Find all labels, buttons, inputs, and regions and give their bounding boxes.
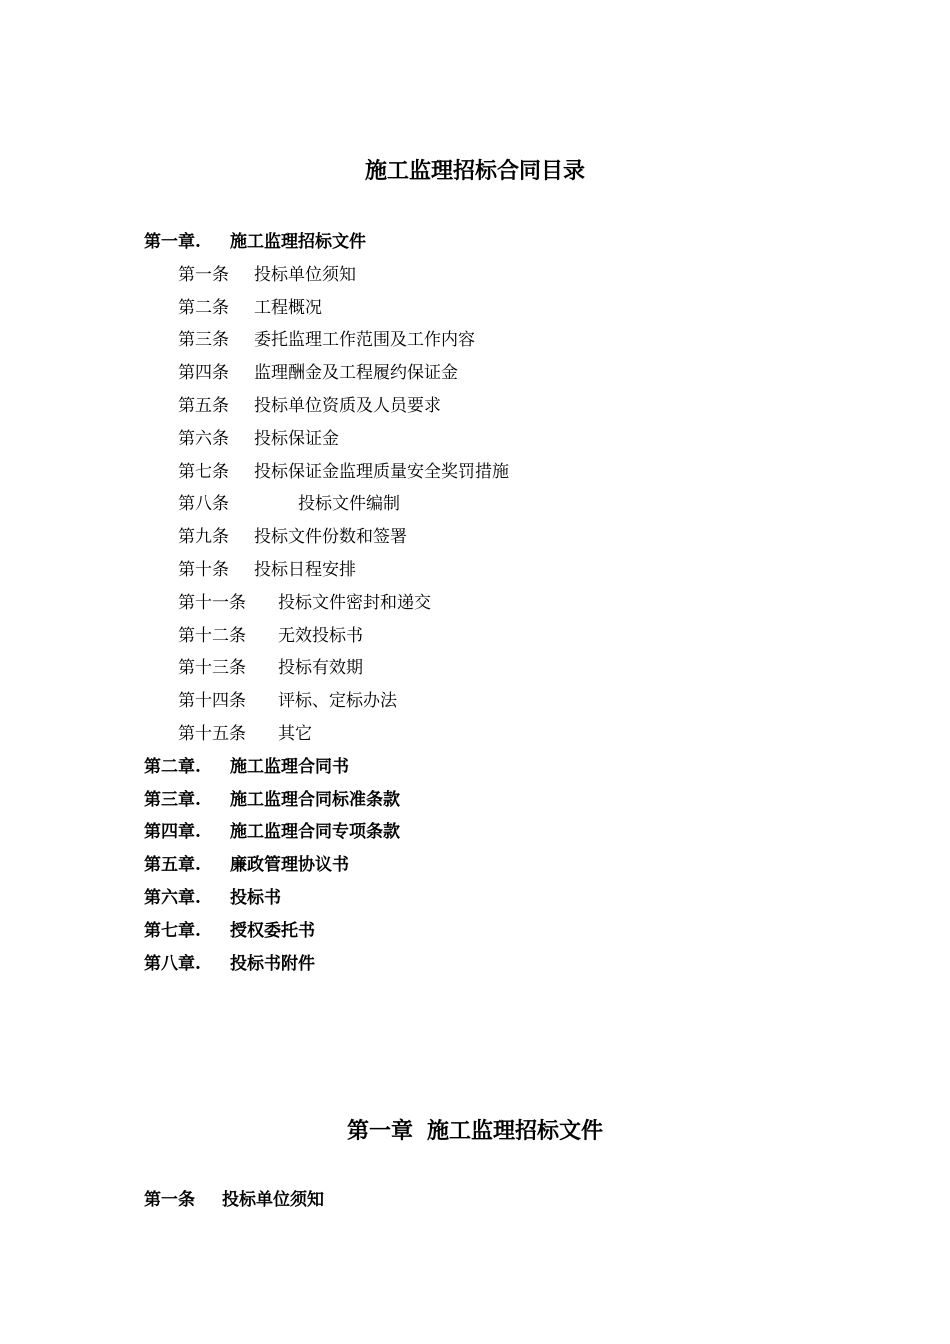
- toc-chapter-number: 第四章.: [144, 822, 201, 843]
- toc-chapter-6[interactable]: [144, 882, 844, 915]
- toc-article-title: 委托监理工作范围及工作内容: [254, 330, 475, 351]
- toc-article-number: 第四条: [178, 363, 229, 384]
- toc-chapter-number: 第三章.: [144, 789, 201, 810]
- toc-article-title: 投标保证金: [254, 428, 339, 449]
- toc-article-number: 第十条: [178, 559, 229, 580]
- chapter-heading-number: 第一章: [346, 1118, 413, 1144]
- chapter-heading-title: 施工监理招标文件: [427, 1118, 604, 1144]
- table-of-contents: [144, 226, 844, 980]
- toc-chapter-number: 第八章.: [144, 953, 201, 974]
- toc-article-14[interactable]: [144, 685, 844, 718]
- toc-article-number: 第八条: [178, 494, 229, 515]
- toc-chapter-3[interactable]: [144, 784, 844, 817]
- toc-chapter-number: 第七章.: [144, 920, 201, 941]
- toc-article-13[interactable]: [144, 652, 844, 685]
- toc-article-number: 第十四条: [178, 691, 246, 712]
- toc-chapter-title: 施工监理合同标准条款: [230, 789, 400, 810]
- toc-article-6[interactable]: [144, 423, 844, 456]
- toc-chapter-4[interactable]: [144, 816, 844, 849]
- toc-chapter-title: 施工监理招标文件: [230, 232, 366, 252]
- article-heading-number: 第一条: [144, 1190, 195, 1210]
- toc-article-number: 第十五条: [178, 723, 246, 744]
- toc-article-title: 无效投标书: [278, 625, 363, 646]
- toc-article-number: 第七条: [178, 461, 229, 482]
- toc-article-title: 投标文件密封和递交: [278, 592, 431, 613]
- toc-article-number: 第十二条: [178, 625, 246, 646]
- toc-chapter-title: 施工监理合同专项条款: [230, 822, 400, 843]
- toc-article-4[interactable]: [144, 357, 844, 390]
- toc-chapter-number: 第五章.: [144, 855, 201, 876]
- toc-chapter-title: 投标书附件: [230, 953, 315, 974]
- toc-chapter-7[interactable]: [144, 915, 844, 948]
- toc-chapter-8[interactable]: [144, 948, 844, 981]
- toc-chapter-2[interactable]: [144, 751, 844, 784]
- toc-article-number: 第十一条: [178, 592, 246, 613]
- toc-chapter-5[interactable]: [144, 849, 844, 882]
- toc-article-title: 监理酬金及工程履约保证金: [254, 363, 458, 384]
- toc-article-2[interactable]: [144, 292, 844, 325]
- toc-article-number: 第一条: [178, 264, 229, 285]
- toc-article-15[interactable]: [144, 718, 844, 751]
- toc-article-10[interactable]: [144, 554, 844, 587]
- toc-article-9[interactable]: [144, 521, 844, 554]
- toc-article-title: 投标有效期: [278, 658, 363, 679]
- toc-chapter-1[interactable]: [144, 226, 844, 259]
- toc-article-title: 工程概况: [254, 297, 322, 318]
- toc-article-5[interactable]: [144, 390, 844, 423]
- toc-article-7[interactable]: [144, 456, 844, 489]
- toc-article-number: 第二条: [178, 297, 229, 318]
- toc-article-number: 第六条: [178, 428, 229, 449]
- toc-article-1[interactable]: [144, 259, 844, 292]
- toc-article-title: 投标文件编制: [298, 494, 400, 515]
- toc-article-number: 第三条: [178, 330, 229, 351]
- toc-article-title: 投标单位资质及人员要求: [254, 395, 441, 416]
- toc-chapter-title: 授权委托书: [230, 920, 315, 941]
- article-heading-title: 投标单位须知: [222, 1190, 324, 1210]
- toc-article-11[interactable]: [144, 587, 844, 620]
- toc-article-number: 第十三条: [178, 658, 246, 679]
- toc-article-12[interactable]: [144, 620, 844, 653]
- toc-article-title: 投标保证金监理质量安全奖罚措施: [254, 461, 509, 482]
- toc-article-3[interactable]: [144, 324, 844, 357]
- toc-chapter-number: 第二章.: [144, 756, 201, 777]
- article-heading: [144, 1184, 324, 1216]
- toc-article-number: 第九条: [178, 527, 229, 548]
- toc-chapter-title: 投标书: [230, 887, 281, 908]
- toc-chapter-number: 第六章.: [144, 887, 201, 908]
- toc-chapter-title: 廉政管理协议书: [230, 855, 349, 876]
- toc-article-title: 投标日程安排: [254, 559, 356, 580]
- toc-article-title: 其它: [278, 723, 312, 744]
- toc-article-title: 投标文件份数和签署: [254, 527, 407, 548]
- toc-article-8[interactable]: [144, 488, 844, 521]
- toc-chapter-title: 施工监理合同书: [230, 756, 349, 777]
- toc-article-title: 投标单位须知: [254, 264, 356, 285]
- toc-article-number: 第五条: [178, 395, 229, 416]
- chapter-heading: [0, 1114, 950, 1148]
- document-title: 施工监理招标合同目录: [364, 158, 585, 184]
- toc-article-title: 评标、定标办法: [278, 691, 397, 712]
- toc-chapter-number: 第一章.: [144, 232, 201, 252]
